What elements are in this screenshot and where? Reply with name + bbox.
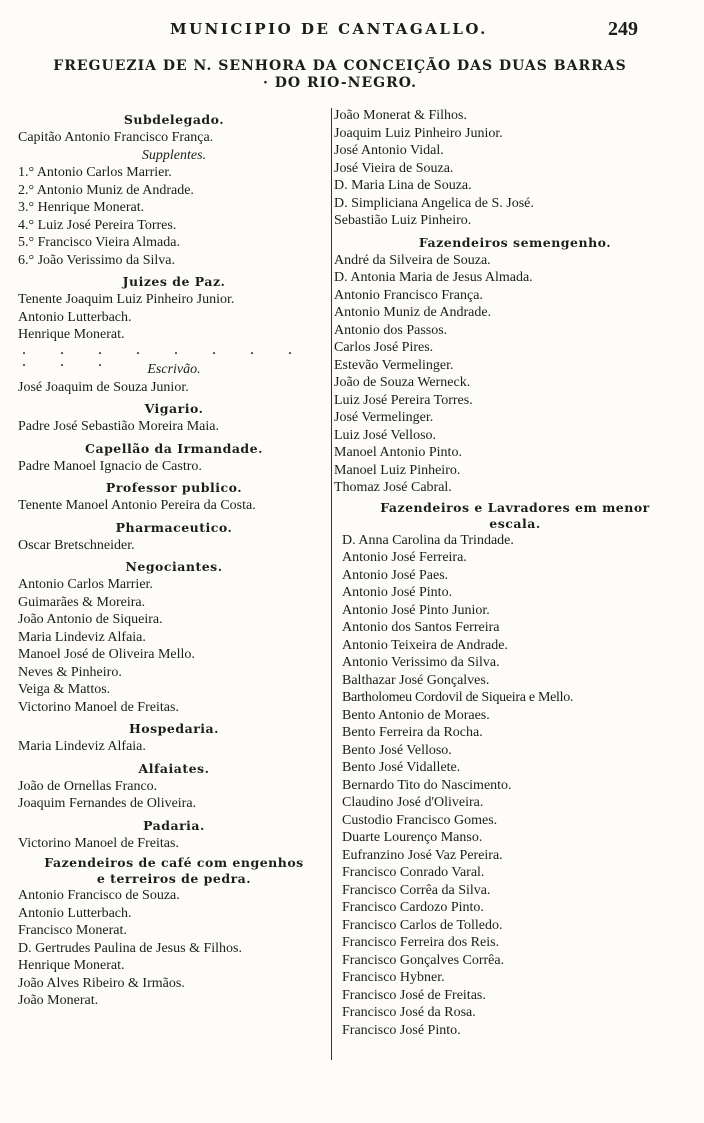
list-item: Francisco Hybner. — [342, 970, 445, 985]
heading-escrivao: Escrivão. — [147, 362, 201, 377]
list-item: Francisco Carlos de Tolledo. — [342, 917, 503, 933]
list-item: Veiga & Mattos. — [18, 682, 111, 697]
list-item: 5.° Francisco Vieira Almada. — [18, 235, 180, 250]
list-fazendeiros-semengenho — [334, 252, 696, 497]
list-item: Bernardo Tito do Nascimento. — [342, 777, 512, 793]
page-header — [0, 18, 704, 46]
list-item: D. Gertrudes Paulina de Jesus & Filhos. — [18, 940, 242, 956]
list-item: João Monerat & Filhos. — [334, 108, 467, 123]
list-item: Antonio dos Passos. — [334, 322, 448, 338]
list-fazendeiros-cafe — [18, 887, 330, 1010]
list-item: Manoel José de Oliveira Mello. — [18, 647, 195, 662]
list-item: Bento José Vidallete. — [342, 760, 461, 775]
list-negociantes — [18, 576, 330, 716]
heading-negociantes: Negociantes. — [125, 559, 223, 574]
heading-subdelegado: Subdelegado. — [123, 112, 225, 127]
list-item: André da Silveira de Souza. — [334, 252, 491, 268]
list-item: João de Souza Werneck. — [334, 375, 471, 390]
list-item: Joaquim Luiz Pinheiro Junior. — [334, 125, 503, 141]
list-item: José Vieira de Souza. — [334, 160, 454, 176]
heading-alfaiates: Alfaiates. — [138, 760, 210, 776]
list-item: Luiz José Velloso. — [334, 427, 437, 443]
list-item: Claudino José d'Oliveira. — [342, 795, 484, 810]
heading-lavradores-line-2: escala. — [489, 515, 541, 531]
entry-capellao: Padre Manoel Ignacio de Castro. — [18, 458, 202, 474]
list-item: Francisco Ferreira dos Reis. — [342, 935, 500, 950]
running-title: MUNICIPIO DE CANTAGALLO. — [170, 20, 488, 38]
list-item: Antonio Francisco de Souza. — [18, 888, 180, 903]
list-item: Antonio José Pinto Junior. — [342, 602, 490, 618]
list-item: Thomaz José Cabral. — [334, 480, 452, 495]
list-item: 2.° Antonio Muniz de Andrade. — [18, 182, 194, 198]
entry-padaria: Victorino Manoel de Freitas. — [18, 835, 179, 851]
heading-lavradores-line-1: Fazendeiros e Lavradores em menor — [380, 499, 650, 515]
list-item: Duarte Lourenço Manso. — [342, 830, 483, 845]
heading-capellao: Capellão da Irmandade. — [85, 440, 263, 456]
list-item: Custodio Francisco Gomes. — [342, 812, 498, 828]
list-item: Henrique Monerat. — [18, 958, 125, 973]
heading-padaria: Padaria. — [143, 817, 205, 833]
list-item: Guimarães & Moreira. — [18, 594, 146, 610]
list-item: Estevão Vermelinger. — [334, 357, 454, 373]
heading-fazendeiros-semengenho: Fazendeiros semengenho. — [418, 234, 612, 250]
list-item: Tenente Joaquim Luiz Pinheiro Junior. — [18, 292, 235, 307]
list-item: José Vermelinger. — [334, 410, 434, 425]
list-item: João Antonio de Siqueira. — [18, 612, 163, 627]
heading-supplentes: Supplentes. — [141, 147, 207, 163]
list-item: Henrique Monerat. — [18, 327, 125, 342]
dotted-separator: . . . . . . . . . . . — [22, 340, 307, 370]
list-item: D. Anna Carolina da Trindade. — [342, 532, 514, 548]
heading-lavradores — [334, 500, 696, 532]
list-lavradores — [334, 532, 696, 1040]
list-item: Bento José Velloso. — [342, 742, 452, 758]
list-item: Antonio José Ferreira. — [342, 550, 467, 565]
entry-hospedaria: Maria Lindeviz Alfaia. — [18, 739, 146, 754]
list-juizes — [18, 291, 330, 344]
heading-juizes-de-paz: Juizes de Paz. — [122, 274, 226, 289]
list-item: Victorino Manoel de Freitas. — [18, 699, 179, 715]
list-item: Bento Antonio de Moraes. — [342, 707, 490, 723]
list-item: Joaquim Fernandes de Oliveira. — [18, 796, 197, 811]
heading-vigario: Vigario. — [144, 401, 204, 416]
list-item: Francisco José Pinto. — [342, 1022, 461, 1038]
list-item: João de Ornellas Franco. — [18, 778, 158, 794]
list-item: Francisco Conrado Varal. — [342, 865, 485, 880]
entry-escrivao: José Joaquim de Souza Junior. — [18, 379, 189, 395]
list-item: João Monerat. — [18, 993, 99, 1008]
heading-professor: Professor publico. — [105, 480, 243, 495]
list-item: Antonio Lutterbach. — [18, 905, 132, 921]
heading-fazendeiros-cafe — [18, 855, 330, 887]
list-item: Antonio Muniz de Andrade. — [334, 305, 492, 320]
entry-pharmaceutico: Oscar Bretschneider. — [18, 537, 135, 553]
list-item: Francisco Monerat. — [18, 923, 127, 938]
list-item: João Alves Ribeiro & Irmãos. — [18, 975, 185, 991]
list-item: Sebastião Luiz Pinheiro. — [334, 213, 472, 228]
list-item: Bento Ferreira da Rocha. — [342, 725, 483, 740]
list-item: Manoel Luiz Pinheiro. — [334, 462, 461, 478]
list-item: 3.° Henrique Monerat. — [18, 200, 145, 215]
list-item: Maria Lindeviz Alfaia. — [18, 629, 146, 645]
section-title-line-1: FREGUEZIA DE N. SENHORA DA CONCEIÇÃO DAS DUAS BARRAS — [53, 58, 627, 74]
list-item: Francisco Corrêa da Silva. — [342, 882, 491, 898]
page-number: 249 — [608, 18, 638, 40]
list-item: Bartholomeu Cordovil de Siqueira e Mello. — [342, 690, 574, 705]
heading-pharmaceutico: Pharmaceutico. — [115, 519, 233, 535]
list-item: 6.° João Verissimo da Silva. — [18, 252, 176, 268]
heading-fazendeiros-cafe-line-1: Fazendeiros de café com engenhos — [44, 855, 304, 870]
column-divider — [331, 108, 332, 1060]
list-item: Antonio dos Santos Ferreira — [342, 620, 500, 635]
list-item: Balthazar José Gonçalves. — [342, 672, 490, 688]
list-item: Neves & Pinheiro. — [18, 664, 122, 680]
list-item: Antonio Lutterbach. — [18, 309, 132, 325]
left-column — [18, 107, 330, 1010]
list-item: Francisco José de Freitas. — [342, 987, 486, 1003]
list-item: Francisco José da Rosa. — [342, 1005, 476, 1020]
list-item: Antonio Carlos Marrier. — [18, 577, 153, 592]
list-fazendeiros-cafe-continued — [334, 107, 696, 230]
entry-subdelegado: Capitão Antonio Francisco França. — [18, 130, 214, 145]
list-item: Francisco Gonçalves Corrêa. — [342, 952, 505, 968]
list-supplentes — [18, 164, 330, 269]
list-item: Carlos José Pires. — [334, 340, 434, 355]
heading-hospedaria: Hospedaria. — [128, 721, 219, 736]
list-item: Antonio Teixeira de Andrade. — [342, 637, 508, 653]
entry-vigario: Padre José Sebastião Moreira Maia. — [18, 419, 219, 434]
list-alfaiates — [18, 778, 330, 813]
list-item: Francisco Cardozo Pinto. — [342, 900, 484, 915]
list-item: Antonio José Paes. — [342, 567, 449, 583]
list-item: 1.° Antonio Carlos Marrier. — [18, 165, 172, 180]
list-item: 4.° Luiz José Pereira Torres. — [18, 217, 177, 233]
section-title — [40, 58, 640, 92]
list-item: Antonio Francisco França. — [334, 287, 483, 303]
list-item: Luiz José Pereira Torres. — [334, 392, 473, 408]
section-title-line-2: · DO RIO-NEGRO. — [263, 75, 417, 91]
list-item: D. Antonia Maria de Jesus Almada. — [334, 270, 533, 285]
list-item: José Antonio Vidal. — [334, 143, 444, 158]
list-item: Manoel Antonio Pinto. — [334, 445, 462, 460]
list-item: D. Simpliciana Angelica de S. José. — [334, 195, 534, 211]
heading-fazendeiros-cafe-line-2: e terreiros de pedra. — [96, 871, 252, 886]
list-item: Antonio José Pinto. — [342, 585, 453, 600]
list-item: D. Maria Lina de Souza. — [334, 178, 472, 193]
list-item: Antonio Verissimo da Silva. — [342, 655, 500, 670]
entry-professor: Tenente Manoel Antonio Pereira da Costa. — [18, 498, 256, 513]
right-column — [334, 107, 696, 1039]
list-item: Eufranzino José Vaz Pereira. — [342, 847, 503, 863]
